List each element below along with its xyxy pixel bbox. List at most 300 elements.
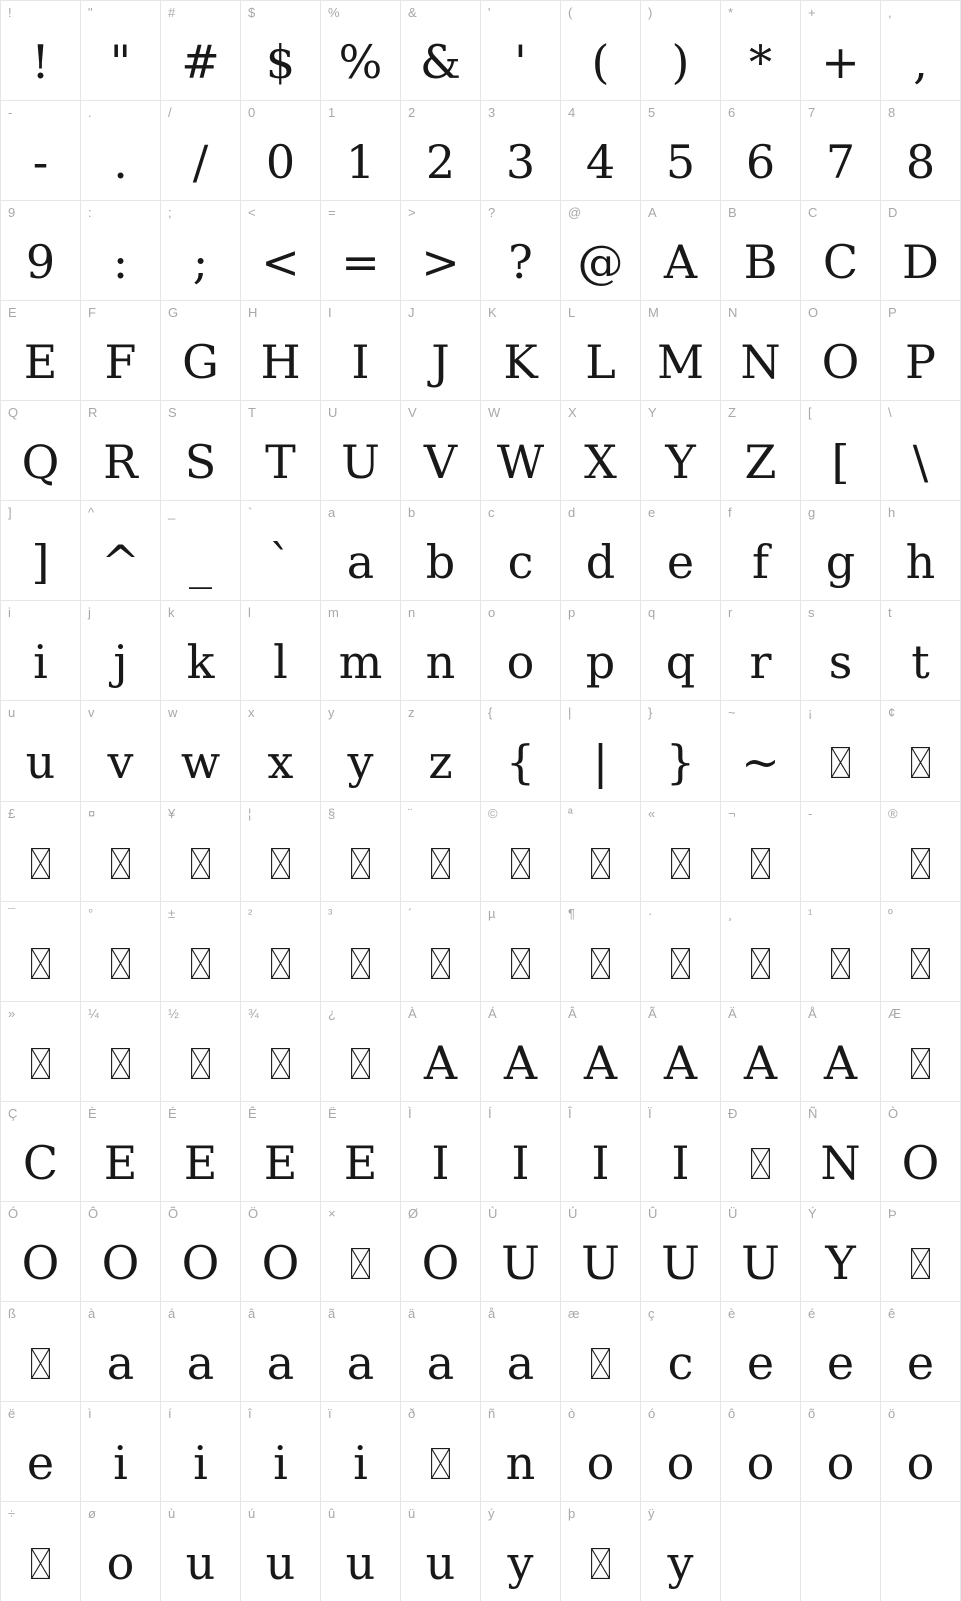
cell-character-label: o [488,605,496,621]
cell-character-label: f [728,505,732,521]
charmap-cell [881,1202,961,1302]
cell-glyph: o [506,635,535,690]
cell-glyph: 7 [825,135,856,190]
charmap-cell [561,301,641,401]
cell-character-label: . [88,105,92,121]
missing-glyph-box-icon [351,948,370,979]
charmap-cell [721,1202,801,1302]
cell-character-label: ¾ [248,1005,259,1021]
cell-glyph: u [25,735,56,790]
charmap-cell [401,301,481,401]
charmap-cell [801,1302,881,1402]
cell-character-label: ± [168,905,176,921]
charmap-cell [321,201,401,301]
charmap-cell [481,701,561,801]
cell-character-label: V [408,405,417,421]
cell-character-label: j [88,605,91,621]
charmap-cell [801,501,881,601]
charmap-cell [721,802,801,902]
charmap-cell [321,501,401,601]
cell-glyph: y [347,735,374,790]
cell-character-label: © [488,805,498,821]
charmap-cell [161,301,241,401]
cell-character-label: º [888,905,893,921]
cell-glyph-missing [81,902,160,1002]
cell-glyph: A [583,1035,618,1090]
charmap-cell [81,1202,161,1302]
charmap-cell [721,601,801,701]
cell-glyph: ? [508,235,533,290]
cell-glyph: n [425,635,456,690]
missing-glyph-box-icon [31,848,50,879]
cell-character-label: & [408,5,417,20]
cell-character-label: ¤ [88,805,96,821]
charmap-cell [1,1,81,101]
charmap-cell [161,601,241,701]
cell-glyph: : [112,235,129,290]
cell-glyph: ( [591,35,610,89]
cell-character-label: i [8,605,11,621]
cell-glyph: e [666,535,695,590]
cell-character-label: W [488,405,501,421]
charmap-cell [241,1502,321,1601]
cell-glyph: 2 [425,135,456,190]
cell-character-label: ü [408,1505,416,1521]
charmap-cell [561,101,641,201]
cell-glyph-missing [1,802,80,902]
cell-glyph: ; [192,235,209,290]
charmap-cell [401,201,481,301]
charmap-cell [321,1002,401,1102]
cell-glyph: ` [269,535,292,590]
cell-character-label: F [88,305,96,321]
charmap-cell [561,401,641,501]
cell-glyph-missing [81,802,160,902]
cell-glyph: 1 [345,135,376,190]
cell-glyph: ~ [741,735,780,790]
missing-glyph-box-icon [591,948,610,979]
charmap-cell [241,201,321,301]
cell-character-label: P [888,305,897,321]
cell-glyph: i [193,1435,208,1490]
cell-character-label: y [328,705,335,721]
charmap-cell [241,601,321,701]
charmap-cell-empty [801,1502,881,1601]
charmap-cell [881,501,961,601]
missing-glyph-box-icon [751,948,770,979]
cell-character-label: 7 [808,105,816,121]
cell-character-label: t [888,605,892,621]
cell-glyph-missing [561,902,640,1002]
cell-glyph-missing [241,1002,320,1102]
charmap-cell [641,601,721,701]
cell-character-label: R [88,405,98,421]
cell-glyph: - [32,135,49,190]
charmap-cell [641,301,721,401]
charmap-cell [481,301,561,401]
charmap-cell [1,501,81,601]
charmap-cell [1,1102,81,1202]
charmap-cell [561,1502,641,1601]
cell-glyph: ^ [101,535,140,590]
cell-glyph: X [584,435,617,490]
cell-character-label: \ [888,405,892,421]
charmap-cell [241,301,321,401]
missing-glyph-box-icon [351,1048,370,1079]
missing-glyph-box-icon [751,1148,770,1179]
cell-glyph: C [22,1135,59,1190]
charmap-cell [161,1202,241,1302]
cell-character-label: } [648,705,653,721]
cell-glyph: R [103,435,138,490]
missing-glyph-box-icon [591,1548,610,1579]
cell-character-label: ; [168,205,172,221]
cell-character-label: Ç [8,1105,18,1121]
charmap-cell [81,1002,161,1102]
cell-character-label: û [328,1505,336,1521]
charmap-cell [561,1402,641,1502]
charmap-cell [481,1102,561,1202]
charmap-cell [721,401,801,501]
charmap-cell [161,501,241,601]
cell-glyph: w [180,735,221,790]
charmap-cell [801,701,881,801]
cell-character-label: A [648,205,657,221]
cell-glyph: ! [31,35,50,89]
charmap-cell [161,1,241,101]
cell-glyph: B [743,235,778,290]
cell-glyph: < [261,235,300,290]
charmap-cell [241,1002,321,1102]
cell-character-label: á [168,1305,176,1321]
charmap-cell [321,902,401,1002]
cell-glyph: r [749,635,772,690]
charmap-cell [481,1402,561,1502]
charmap-cell [161,802,241,902]
cell-glyph-missing [481,802,560,902]
charmap-cell [641,1202,721,1302]
charmap-cell [561,902,641,1002]
cell-glyph: s [828,635,853,690]
cell-glyph: A [663,1035,698,1090]
cell-glyph: 0 [265,135,296,190]
missing-glyph-box-icon [111,948,130,979]
cell-character-label: - [8,105,13,121]
cell-glyph: g [825,535,856,590]
charmap-cell [481,1502,561,1601]
cell-glyph: p [585,635,616,690]
cell-glyph-missing [561,1502,640,1601]
charmap-cell [881,902,961,1002]
cell-glyph: I [671,1135,690,1190]
cell-glyph: Q [21,435,60,490]
cell-glyph: # [181,35,220,89]
cell-glyph: A [823,1035,858,1090]
charmap-cell [801,1202,881,1302]
cell-glyph: u [425,1535,456,1590]
charmap-cell [81,902,161,1002]
cell-character-label: ( [568,5,573,20]
charmap-cell [1,301,81,401]
cell-character-label: ç [648,1305,655,1321]
charmap-cell [81,101,161,201]
cell-glyph-missing [81,1002,160,1102]
cell-glyph: W [496,435,545,490]
charmap-cell [801,101,881,201]
cell-character-label: ò [568,1405,576,1421]
cell-character-label: Ð [728,1105,738,1121]
charmap-cell [401,1102,481,1202]
charmap-cell [401,1002,481,1102]
charmap-cell [321,1202,401,1302]
charmap-cell [241,1202,321,1302]
charmap-cell [481,902,561,1002]
cell-character-label: · [648,905,653,921]
cell-character-label: ` [248,505,253,521]
cell-glyph: k [186,635,215,690]
cell-character-label: q [648,605,656,621]
charmap-cell [241,902,321,1002]
cell-glyph: I [591,1135,610,1190]
cell-glyph-missing [321,802,400,902]
cell-character-label: 6 [728,105,736,121]
cell-character-label: ~ [728,705,736,721]
charmap-cell [241,802,321,902]
cell-character-label: Õ [168,1205,179,1221]
cell-glyph: Y [825,1235,856,1290]
charmap-cell [881,1402,961,1502]
missing-glyph-box-icon [31,948,50,979]
cell-character-label: ¬ [728,805,736,821]
cell-glyph: A [503,1035,538,1090]
cell-character-label: Ä [728,1005,737,1021]
missing-glyph-box-icon [31,1048,50,1079]
cell-glyph: e [906,1335,935,1390]
cell-character-label: ¶ [568,905,575,921]
charmap-cell [721,301,801,401]
cell-character-label: a [328,505,336,521]
cell-character-label: Â [568,1005,577,1021]
cell-glyph: " [109,35,132,89]
charmap-cell [161,201,241,301]
cell-glyph: h [905,535,936,590]
cell-character-label: Û [648,1205,658,1221]
charmap-cell [161,1402,241,1502]
cell-glyph: L [585,335,616,390]
cell-glyph: i [33,635,48,690]
cell-character-label: # [168,5,176,20]
cell-character-label: M [648,305,659,321]
cell-glyph: I [511,1135,530,1190]
charmap-cell [81,401,161,501]
cell-character-label: ê [888,1305,896,1321]
cell-glyph: 6 [745,135,776,190]
cell-glyph: G [182,335,219,390]
cell-glyph-missing [401,1402,480,1502]
charmap-cell [401,501,481,601]
charmap-cell [401,1402,481,1502]
cell-glyph: U [661,1235,700,1290]
missing-glyph-box-icon [911,1048,930,1079]
charmap-cell [81,1302,161,1402]
cell-character-label: x [248,705,255,721]
cell-glyph: M [656,335,705,390]
cell-glyph-missing [161,902,240,1002]
cell-character-label: b [408,505,416,521]
charmap-cell [641,1102,721,1202]
charmap-cell [401,1502,481,1601]
cell-glyph: , [913,35,928,89]
cell-character-label: Þ [888,1205,897,1221]
cell-glyph: y [507,1535,534,1590]
cell-glyph: i [273,1435,288,1490]
charmap-cell [401,902,481,1002]
cell-character-label: È [88,1105,97,1121]
cell-character-label: Ý [808,1205,817,1221]
missing-glyph-box-icon [831,948,850,979]
cell-glyph-missing [401,902,480,1002]
cell-glyph-missing [321,1002,400,1102]
cell-character-label: c [488,505,495,521]
cell-character-label: ] [8,505,12,521]
cell-character-label: Ñ [808,1105,818,1121]
cell-character-label: ó [648,1405,656,1421]
cell-character-label: - [808,805,813,821]
cell-glyph: a [506,1335,535,1390]
missing-glyph-box-icon [111,1048,130,1079]
charmap-cell [801,201,881,301]
cell-character-label: l [248,605,251,621]
cell-glyph: } [665,735,696,790]
cell-glyph: N [820,1135,861,1190]
cell-glyph: a [346,1335,375,1390]
cell-character-label: Y [648,405,657,421]
charmap-cell [481,501,561,601]
charmap-cell [241,1,321,101]
cell-character-label: ) [648,5,653,20]
charmap-cell [481,802,561,902]
cell-character-label: Å [808,1005,817,1021]
charmap-cell-empty [881,1502,961,1601]
charmap-cell [641,802,721,902]
cell-glyph: E [23,335,58,390]
cell-glyph: \ [912,435,929,490]
cell-character-label: ä [408,1305,416,1321]
missing-glyph-box-icon [31,1548,50,1579]
cell-glyph: ] [31,535,50,590]
missing-glyph-box-icon [191,848,210,879]
charmap-cell [81,701,161,801]
cell-character-label: * [728,5,734,20]
cell-character-label: n [408,605,416,621]
cell-glyph: @ [577,235,624,290]
cell-glyph: I [431,1135,450,1190]
charmap-cell [481,201,561,301]
missing-glyph-box-icon [911,747,930,778]
missing-glyph-box-icon [431,948,450,979]
charmap-cell [321,1,401,101]
cell-glyph: a [426,1335,455,1390]
cell-character-label: = [328,205,336,221]
cell-character-label: [ [808,405,812,421]
charmap-cell [641,401,721,501]
charmap-cell [481,401,561,501]
cell-glyph: O [901,1135,940,1190]
cell-character-label: £ [8,805,16,821]
cell-glyph: o [666,1435,695,1490]
charmap-cell [401,401,481,501]
charmap-cell [161,1302,241,1402]
charmap-cell [81,1102,161,1202]
cell-character-label: ' [488,5,491,20]
cell-character-label: × [328,1205,336,1221]
cell-character-label: X [568,405,577,421]
missing-glyph-box-icon [351,848,370,879]
cell-glyph: c [667,1335,694,1390]
cell-glyph: F [104,335,137,390]
cell-glyph: U [741,1235,780,1290]
missing-glyph-box-icon [191,948,210,979]
cell-glyph: u [345,1535,376,1590]
cell-character-label: U [328,405,338,421]
cell-glyph: | [592,735,609,790]
missing-glyph-box-icon [671,848,690,879]
cell-character-label: Ï [648,1105,652,1121]
cell-glyph: E [103,1135,138,1190]
cell-character-label: _ [168,505,176,521]
cell-glyph: O [181,1235,220,1290]
charmap-cell [641,902,721,1002]
charmap-cell [721,1102,801,1202]
charmap-cell [721,902,801,1002]
cell-glyph-missing [1,902,80,1002]
charmap-cell [401,701,481,801]
cell-glyph-missing [881,1202,960,1302]
charmap-cell [401,1202,481,1302]
cell-character-label: ö [888,1405,896,1421]
charmap-cell [481,1002,561,1102]
cell-character-label: í [168,1405,172,1421]
cell-character-label: Q [8,405,19,421]
cell-glyph: O [101,1235,140,1290]
cell-character-label: 1 [328,105,336,121]
cell-character-label: < [248,205,256,221]
cell-character-label: C [808,205,818,221]
cell-character-label: m [328,605,339,621]
charmap-cell [881,301,961,401]
cell-character-label: Ö [248,1205,259,1221]
cell-character-label: ø [88,1505,96,1521]
cell-character-label: Ü [728,1205,738,1221]
charmap-cell [241,1102,321,1202]
charmap-cell [1,1002,81,1102]
cell-glyph-missing [881,701,960,801]
cell-character-label: Î [568,1105,572,1121]
cell-glyph: o [106,1535,135,1590]
cell-glyph: 4 [585,135,616,190]
cell-glyph: I [351,335,370,390]
charmap-cell [321,101,401,201]
cell-character-label: K [488,305,497,321]
charmap-cell [641,501,721,601]
cell-character-label: § [328,805,336,821]
charmap-cell [801,301,881,401]
cell-character-label: î [248,1405,252,1421]
missing-glyph-box-icon [591,848,610,879]
cell-glyph: A [743,1035,778,1090]
charmap-cell [241,1302,321,1402]
cell-glyph: _ [189,535,212,590]
